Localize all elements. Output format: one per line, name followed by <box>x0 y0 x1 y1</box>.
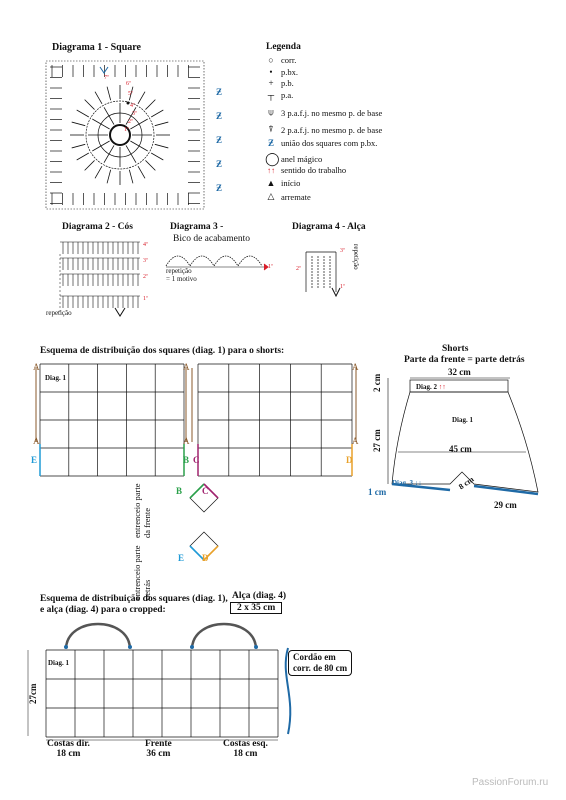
cluster-2dc-icon: ⍒ <box>268 124 274 134</box>
row-label: 1ª <box>340 284 345 290</box>
legend-item: ○ corr. <box>265 55 296 65</box>
row-label: 2ª <box>296 266 301 272</box>
row-label: 2ª <box>143 274 148 280</box>
cropped-title-line1: Esquema de distribuição dos squares (diag. 1), <box>40 594 228 604</box>
letter-a: A <box>352 362 359 372</box>
diagram3-title-line2: Bico de acabamento <box>173 234 251 244</box>
section-back-left: Costas esq. 18 cm <box>223 739 268 759</box>
legend-item: • p.bx. <box>265 67 298 77</box>
strap-label: Alça (diag. 4) <box>232 591 287 601</box>
shorts-crotch: 8 cm <box>457 474 476 492</box>
svg-text:Ƶ: Ƶ <box>216 159 223 169</box>
letter-d: D <box>346 455 353 465</box>
shorts-squares-grid <box>30 358 370 588</box>
row-label: 3ª <box>143 258 148 264</box>
legend-item: ⍒ 2 p.a.f.j. no mesmo p. de base <box>265 124 382 135</box>
note-back: entrenceio parte detrás <box>132 545 152 600</box>
double-crochet-icon: ┬ <box>267 90 275 100</box>
diamond-letter-b: B <box>176 486 183 496</box>
legend-item: ↑↑ sentido do trabalho <box>267 165 347 175</box>
shorts-waist: 32 cm <box>448 367 471 377</box>
legend-item: ◯ anel mágico <box>265 151 323 166</box>
svg-text:Ƶ: Ƶ <box>216 183 223 193</box>
letter-a: A <box>183 436 190 446</box>
diagram3-repeat: repetição <box>166 267 192 275</box>
diagram3-motif: = 1 motivo <box>166 275 197 283</box>
cropped-grid <box>20 612 290 752</box>
round-label: 3ª <box>132 111 137 117</box>
letter-b: B <box>183 455 190 465</box>
join-icon: Ƶ <box>267 138 274 148</box>
shorts-scheme-title: Esquema de distribuição dos squares (diag. 1) para o shorts: <box>40 346 285 356</box>
shorts-diag1-label: Diag. 1 <box>45 374 66 382</box>
shorts-diag2: Diag. 2 ↑↑ <box>416 383 446 391</box>
legend-item: Ƶ união dos squares com p.bx. <box>265 138 377 148</box>
svg-text:Ƶ: Ƶ <box>216 111 223 121</box>
letter-a: A <box>352 436 359 446</box>
diamond-letter-e: E <box>178 553 185 563</box>
single-crochet-icon: + <box>268 78 274 88</box>
diagram1-square-chart <box>40 55 223 215</box>
section-front: Frente 36 cm <box>145 739 172 759</box>
cord-label-line1: Cordão em <box>293 652 336 662</box>
diagram3-title-line1: Diagrama 3 - <box>170 222 224 232</box>
diagram1-title: Diagrama 1 - Square <box>52 42 141 53</box>
legend-item: ▲ início <box>266 178 301 188</box>
shorts-subtitle: Parte da frente = parte detrás <box>404 355 525 365</box>
svg-text:Ƶ: Ƶ <box>216 87 223 97</box>
shorts-hem-left: 1 cm <box>368 487 387 497</box>
magic-ring-icon: ◯ <box>265 151 280 166</box>
diagram4-title: Diagrama 4 - Alça <box>292 222 366 232</box>
round-label: 4ª <box>130 103 135 109</box>
section-back-right: Costas dir. 18 cm <box>47 739 90 759</box>
letter-e: E <box>31 455 38 465</box>
letter-a: A <box>183 362 190 372</box>
cropped-height: 27cm <box>28 683 38 704</box>
legend-item: △ arremate <box>265 191 311 202</box>
shorts-height-top: 2 cm <box>372 373 382 392</box>
start-icon: ▲ <box>266 178 276 188</box>
diamond-letter-c: C <box>202 486 209 496</box>
shorts-diag3: Diag. 3 ↓↓ <box>392 479 422 487</box>
slip-stitch-icon: • <box>269 67 273 77</box>
row-label: 1ª <box>143 296 148 302</box>
diagram2-title: Diagrama 2 - Cós <box>62 222 133 232</box>
row-label: 3ª <box>340 248 345 254</box>
letter-a: A <box>33 362 40 372</box>
round-label: 7ª <box>104 75 109 81</box>
note-front: entrenceio parte da frente <box>132 483 152 538</box>
cord-label <box>288 650 352 676</box>
legend-item: ┬ p.a. <box>265 90 293 100</box>
diagram4-repeat: repetição <box>352 244 360 270</box>
cord-label-line2: corr. de 80 cm <box>293 663 348 673</box>
round-label: 5ª <box>128 91 133 97</box>
strap-size: 2 x 35 cm <box>230 602 282 614</box>
shorts-hip: 45 cm <box>449 444 472 454</box>
direction-arrows-icon: ↑↑ <box>267 165 275 175</box>
row-label: 4ª <box>143 242 148 248</box>
shorts-title: Shorts <box>442 344 469 354</box>
cropped-diag1: Diag. 1 <box>48 659 69 667</box>
svg-text:Ƶ: Ƶ <box>216 135 223 145</box>
shorts-height: 27 cm <box>372 429 382 452</box>
round-label: 2ª <box>128 119 133 125</box>
round-label: 1ª <box>124 127 129 133</box>
row-label: 1ª <box>268 264 273 270</box>
cluster-3dc-icon: ⍦ <box>268 107 274 117</box>
legend-item: ⍦ 3 p.a.f.j. no mesmo p. de base <box>265 107 382 118</box>
legend-title: Legenda <box>266 42 301 52</box>
watermark: PassionForum.ru <box>472 777 549 788</box>
shorts-diag1: Diag. 1 <box>452 416 473 424</box>
round-label: 6ª <box>126 81 131 87</box>
diamond-letter-d: D <box>202 553 209 563</box>
letter-c: C <box>193 455 200 465</box>
chain-stitch-icon: ○ <box>268 55 274 65</box>
legend-item: + p.b. <box>265 78 294 88</box>
finish-icon: △ <box>267 191 275 201</box>
letter-a: A <box>33 436 40 446</box>
diagram2-repeat: repetição <box>46 309 72 317</box>
cropped-title-line2: e alça (diag. 4) para o cropped: <box>40 605 166 615</box>
shorts-hem: 29 cm <box>494 500 517 510</box>
